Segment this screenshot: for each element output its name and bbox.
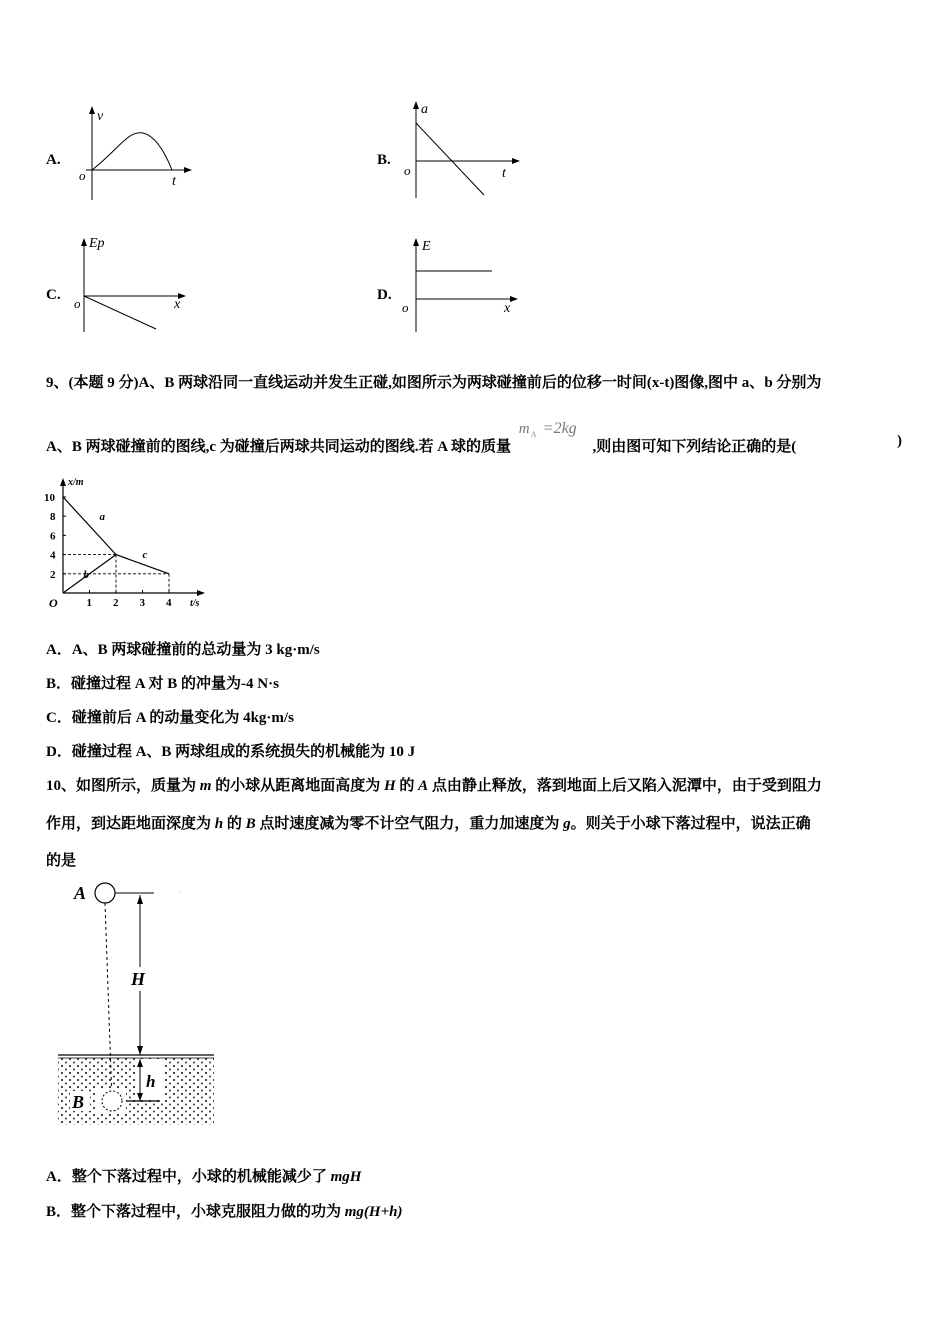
mass-formula (515, 420, 589, 451)
q9-stem-line2 (46, 420, 797, 456)
graph-e-x (402, 232, 527, 337)
option-math: mgH (330, 1169, 362, 1185)
axis-label-v: v (97, 109, 104, 124)
var-A: A (418, 778, 429, 794)
option-c-label: C. (46, 287, 61, 303)
text: 的 (395, 778, 419, 794)
series-label-b: b (83, 568, 89, 581)
axis-label-a: a (421, 102, 428, 117)
q10-option-b (46, 1200, 402, 1221)
option-d-label: D. (377, 287, 392, 303)
y-axis-label: x/m (68, 477, 84, 488)
text: 点由静止释放，落到地面上后又陷入泥潭中，由于受到阻力 (428, 778, 822, 794)
mud-pit-figure (52, 875, 222, 1135)
axis-label-ep: Ep (89, 236, 105, 251)
origin-label: o (402, 300, 409, 315)
q9-option-d: D．碰撞过程 A、B 两球组成的系统损失的机械能为 10 J (46, 744, 416, 760)
label-b: B (72, 1092, 85, 1112)
axis-label-t: t (502, 166, 506, 181)
x-tick-label: 2 (113, 597, 119, 609)
option-text: B．整个下落过程中，小球克服阻力做的功为 (46, 1204, 345, 1220)
y-tick-label: 6 (50, 530, 56, 543)
option-math: mg(H+h) (344, 1204, 403, 1220)
x-axis-label: t/s (190, 598, 200, 609)
mass-value: =2kg (542, 420, 577, 437)
y-tick-label: 10 (44, 492, 55, 504)
arrow-up (137, 895, 143, 904)
mass-symbol: m (518, 421, 530, 437)
x-axis-arrow (197, 590, 205, 596)
q9-option-c: C．碰撞前后 A 的动量变化为 4kg·m/s (46, 710, 294, 726)
text: 的 (223, 816, 246, 832)
q10-option-a (46, 1165, 361, 1186)
y-axis-arrow (60, 478, 66, 486)
label-h: h (146, 1072, 156, 1091)
var-m: m (199, 778, 212, 794)
y-tick-label: 8 (50, 511, 56, 524)
var-h: h (214, 816, 224, 832)
graph-a-t (402, 95, 527, 200)
ball-b (102, 1091, 122, 1111)
arrow-down (137, 1046, 143, 1055)
var-g: g (563, 816, 571, 832)
q9-option-b: B．碰撞过程 A 对 B 的冲量为-4 N·s (46, 676, 279, 692)
label-a: A (74, 883, 87, 903)
axis-label-x: x (174, 297, 181, 312)
x-tick-label: 1 (86, 597, 92, 609)
q10-stem-line2 (46, 812, 811, 833)
option-b-label: B. (377, 152, 391, 168)
text: 作用，到达距地面深度为 (46, 816, 215, 832)
q10-stem-line3: 的是 (46, 853, 77, 869)
text: 点时速度减为零不计空气阻力，重力加速度为 (255, 816, 564, 832)
series-label-c: c (142, 549, 148, 562)
origin-label: o (79, 168, 86, 183)
axis-label-e: E (422, 239, 431, 254)
option-text: A．整个下落过程中，小球的机械能减少了 (46, 1169, 331, 1185)
stray-mark: · (179, 888, 183, 899)
q9-stem-line2-post: ,则由图可知下列结论正确的是( (592, 439, 797, 455)
x-tick-label: 3 (139, 597, 145, 609)
xt-chart (40, 475, 210, 615)
q9-stem-line2-pre: A、B 两球碰撞前的图线,c 为碰撞后两球共同运动的图线.若 A 球的质量 (46, 439, 512, 455)
mass-subscript: A (530, 430, 537, 439)
var-H: H (383, 778, 396, 794)
option-a-label: A. (46, 152, 61, 168)
origin-label: o (74, 296, 81, 311)
graph-v-t (78, 100, 198, 205)
q10-stem-line1 (46, 774, 822, 795)
axis-label-t: t (172, 174, 176, 189)
y-tick-label: 4 (50, 549, 56, 562)
text: 。则关于小球下落过程中，说法正确 (570, 816, 811, 832)
label-H: H (131, 969, 146, 989)
graph-ep-x (70, 232, 195, 337)
axis-label-x: x (504, 301, 511, 316)
q9-option-a: A．A、B 两球碰撞前的总动量为 3 kg·m/s (46, 642, 320, 658)
x-tick-label: 4 (166, 597, 172, 609)
series-label-a: a (99, 510, 105, 523)
origin-label: O (49, 596, 58, 610)
series-line-a (63, 497, 116, 555)
text: 10、如图所示，质量为 (46, 778, 200, 794)
text: 的小球从距离地面高度为 (211, 778, 384, 794)
answer-paren-close: ) (897, 433, 902, 449)
var-B: B (245, 816, 256, 832)
origin-label: o (404, 163, 411, 178)
ball-a (95, 883, 115, 903)
y-tick-label: 2 (50, 568, 56, 581)
q9-stem-line1: 9、(本题 9 分)A、B 两球沿同一直线运动并发生正碰,如图所示为两球碰撞前后的位移一时间(x-t)图像,图中 a、b 分别为 (46, 375, 822, 391)
